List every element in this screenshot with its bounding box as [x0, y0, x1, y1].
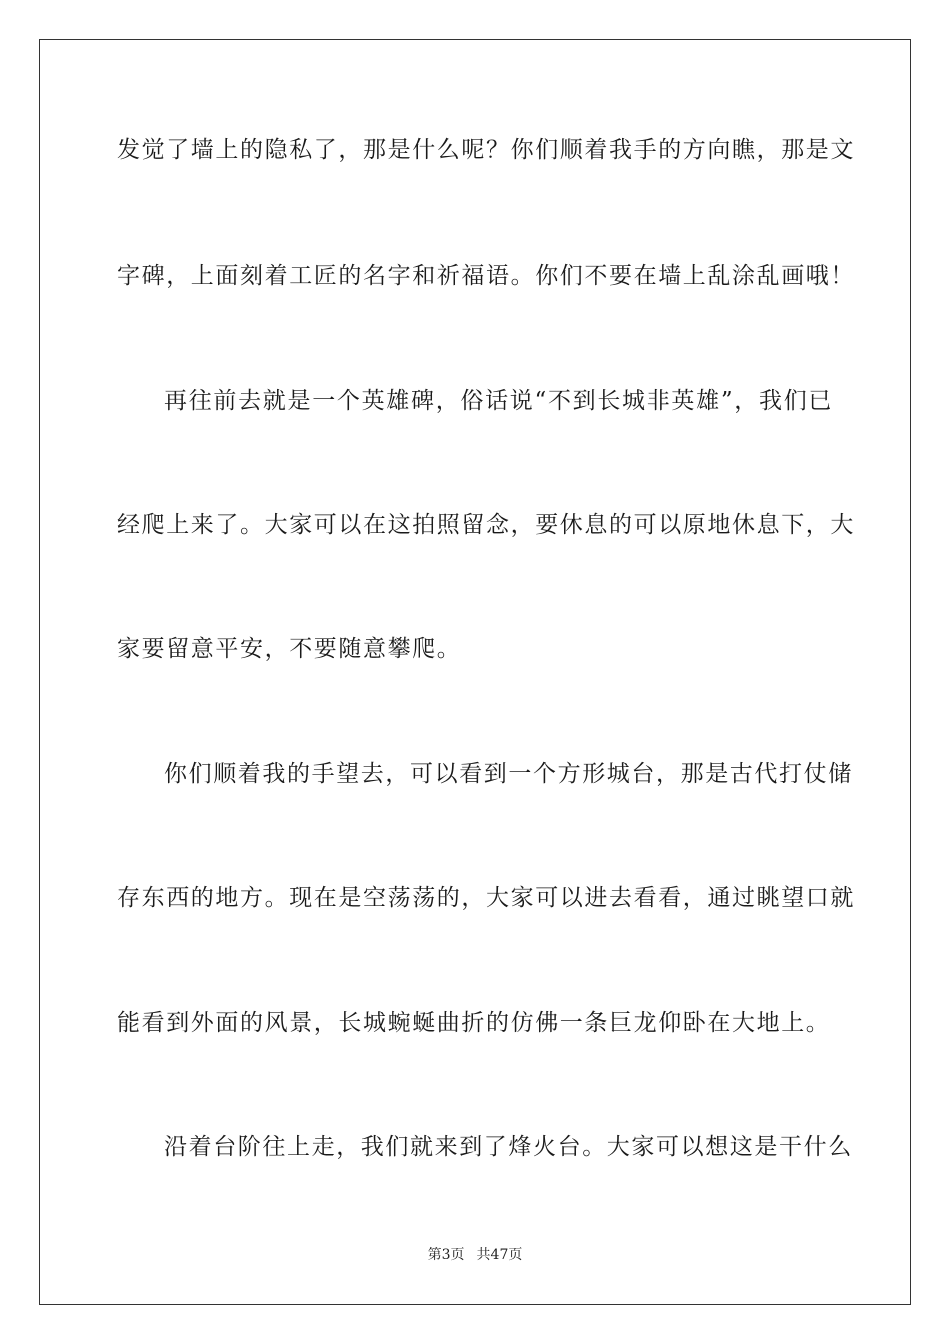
text-line-1: 发觉了墙上的隐私了，那是什么呢？你们顺着我手的方向瞧，那是文	[117, 137, 855, 163]
text-line-2: 字碑，上面刻着工匠的名字和祈福语。你们不要在墙上乱涂乱画哦！	[117, 263, 855, 289]
page-footer	[0, 1246, 950, 1264]
text-line-5: 家要留意平安，不要随意攀爬。	[117, 636, 462, 662]
text-line-7: 存东西的地方。现在是空荡荡的，大家可以进去看看，通过眺望口就	[117, 885, 855, 911]
page-number: 第3页	[427, 1247, 465, 1263]
paragraph-start-line-9: 沿着台阶往上走，我们就来到了烽火台。大家可以想这是干什么	[164, 1134, 853, 1160]
text-line-4: 经爬上来了。大家可以在这拍照留念，要休息的可以原地休息下，大	[117, 512, 855, 538]
paragraph-start-line-6: 你们顺着我的手望去，可以看到一个方形城台，那是古代打仗储	[164, 761, 853, 787]
paragraph-start-line-3: 再往前去就是一个英雄碑，俗话说“不到长城非英雄”，我们已	[164, 388, 833, 414]
page-border	[39, 39, 911, 1305]
text-line-8: 能看到外面的风景，长城蜿蜒曲折的仿佛一条巨龙仰卧在大地上。	[117, 1010, 831, 1036]
page-total: 共47页	[476, 1247, 523, 1263]
